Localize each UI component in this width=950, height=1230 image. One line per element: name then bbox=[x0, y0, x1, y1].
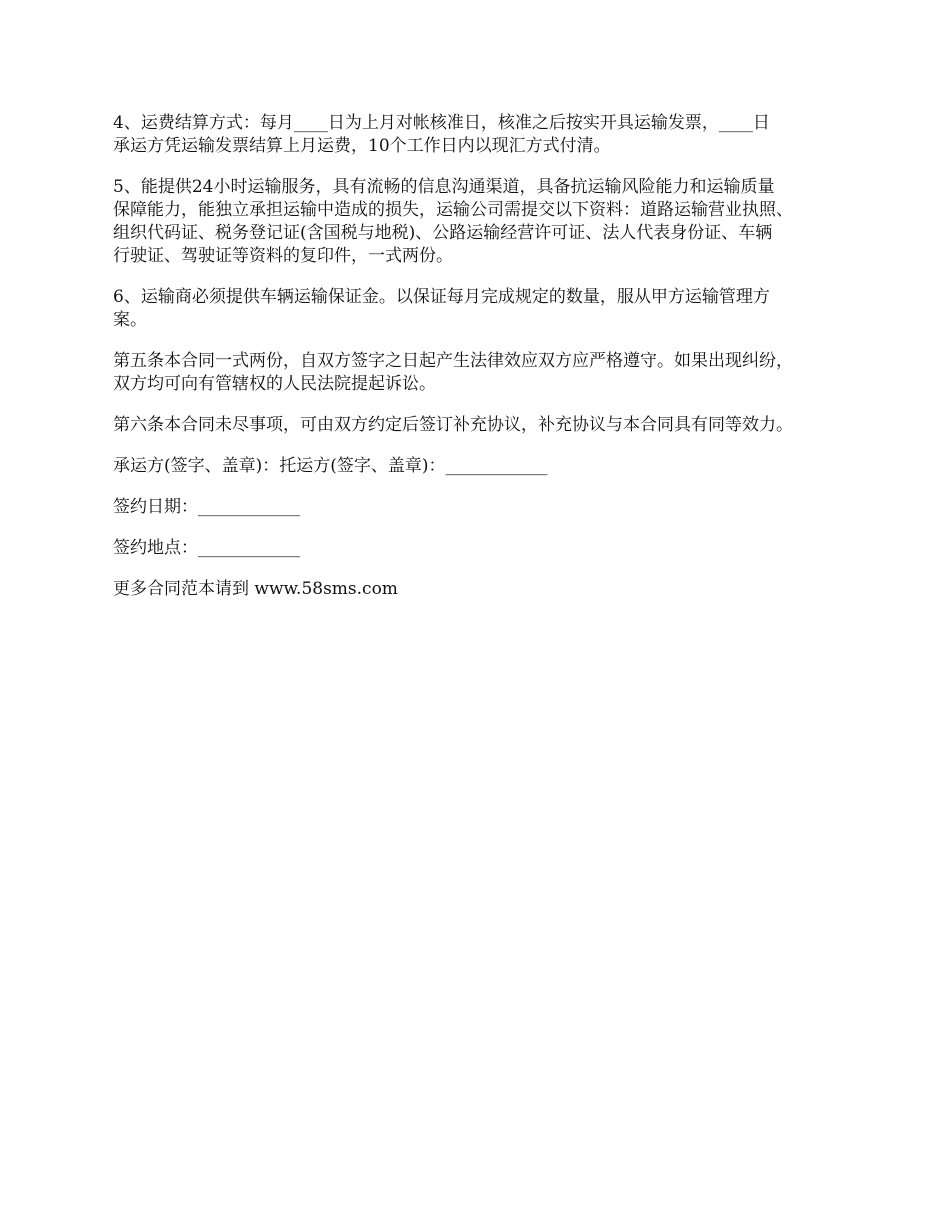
text-line: 签约日期：____________ bbox=[113, 497, 300, 517]
text-line: 更多合同范本请到 www.58sms.com bbox=[113, 579, 398, 599]
text-line: 4、运费结算方式：每月____日为上月对帐核准日，核准之后按实开具运输发票，____日 bbox=[113, 113, 770, 133]
paragraph-article-6 bbox=[113, 414, 853, 437]
signing-place-line bbox=[113, 537, 853, 560]
text-line: 第六条本合同未尽事项，可由双方约定后签订补充协议，补充协议与本合同具有同等效力。 bbox=[113, 415, 793, 435]
text-line: 行驶证、驾驶证等资料的复印件，一式两份。 bbox=[113, 246, 453, 266]
text-line: 承运方凭运输发票结算上月运费，10个工作日内以现汇方式付清。 bbox=[113, 136, 611, 156]
text-line: 第五条本合同一式两份，自双方签字之日起产生法律效应双方应严格遵守。如果出现纠纷， bbox=[113, 351, 793, 371]
signing-date-line bbox=[113, 496, 853, 519]
paragraph-clause-6 bbox=[113, 286, 853, 332]
text-line: 签约地点：____________ bbox=[113, 538, 300, 558]
text-line: 承运方(签字、盖章)：托运方(签字、盖章)：____________ bbox=[113, 456, 548, 476]
paragraph-clause-5 bbox=[113, 176, 853, 268]
text-line: 保障能力，能独立承担运输中造成的损失，运输公司需提交以下资料：道路运输营业执照、 bbox=[113, 200, 793, 220]
footer-note bbox=[113, 578, 853, 601]
paragraph-clause-4 bbox=[113, 112, 853, 158]
text-line: 案。 bbox=[113, 310, 147, 330]
text-line: 双方均可向有管辖权的人民法院提起诉讼。 bbox=[113, 374, 436, 394]
text-line: 组织代码证、税务登记证(含国税与地税)、公路运输经营许可证、法人代表身份证、车辆 bbox=[113, 223, 773, 243]
text-line: 6、运输商必须提供车辆运输保证金。以保证每月完成规定的数量，服从甲方运输管理方 bbox=[113, 287, 770, 307]
text-line: 5、能提供24小时运输服务，具有流畅的信息沟通渠道，具备抗运输风险能力和运输质量 bbox=[113, 177, 775, 197]
paragraph-article-5 bbox=[113, 350, 853, 396]
signature-line bbox=[113, 455, 853, 478]
document-body bbox=[113, 112, 853, 619]
